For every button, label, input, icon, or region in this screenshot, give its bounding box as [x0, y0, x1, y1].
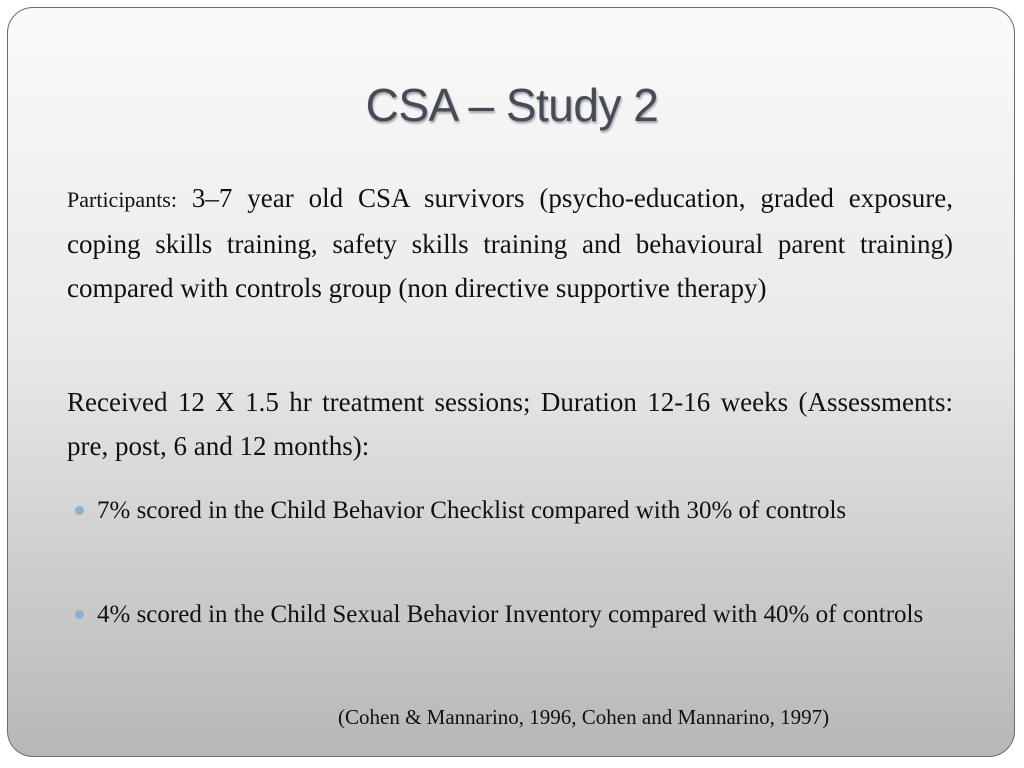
- bullet-dot-icon: [75, 506, 84, 515]
- citation: (Cohen & Mannarino, 1996, Cohen and Mannarino, 1997): [338, 705, 830, 729]
- bullet-item: [97, 490, 953, 532]
- bullet-text: 7% scored in the Child Behavior Checklist compared with 30% of controls: [97, 497, 847, 524]
- participants-paragraph: [67, 176, 953, 310]
- participants-label: Participants:: [67, 187, 177, 212]
- bullet-dot-icon: [75, 610, 84, 619]
- bullet-text: 4% scored in the Child Sexual Behavior Inventory compared with 40% of controls: [97, 601, 924, 628]
- bullet-item: [97, 594, 953, 636]
- treatment-paragraph: Received 12 X 1.5 hr treatment sessions; Duration 12-16 weeks (Assessments: pre, post, 6 and 12 months):: [67, 387, 953, 461]
- participants-text: 3–7 year old CSA survivors (psycho-education, graded exposure, coping skills training, safety skills training and behavioural parent training) compared with controls group (non directive supportive therapy): [67, 183, 953, 303]
- slide-title: CSA – Study 2: [365, 79, 659, 131]
